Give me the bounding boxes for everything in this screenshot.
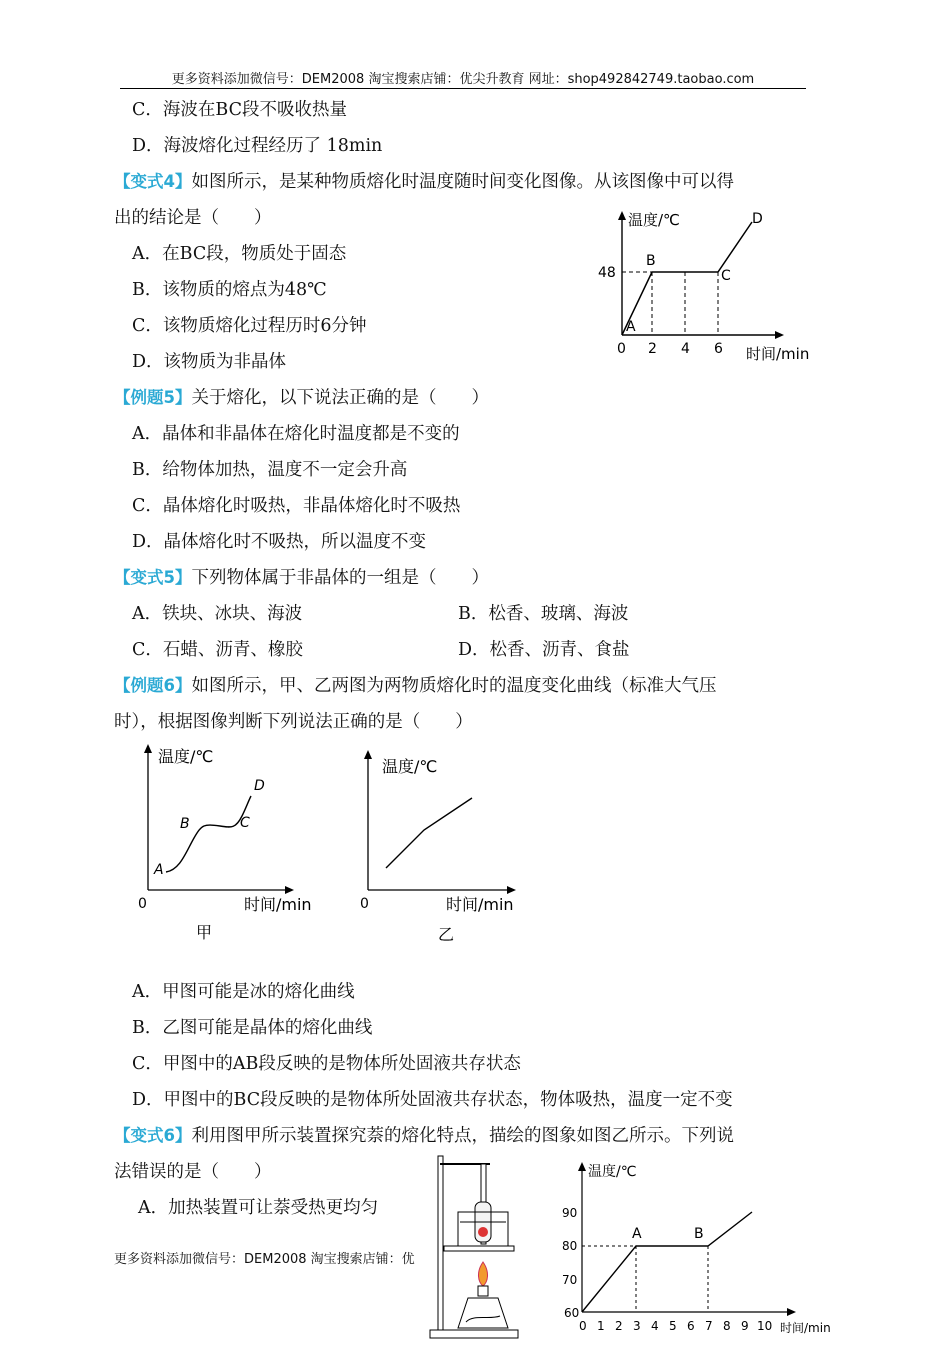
v4-point-c: C xyxy=(721,268,731,284)
v6-xtick-5: 5 xyxy=(669,1319,677,1333)
jia-point-d: D xyxy=(254,778,265,794)
yi-x-arrow xyxy=(507,886,516,894)
yi-ylabel: 温度/℃ xyxy=(382,757,438,776)
example6-option-c: C．甲图中的AB段反映的是物体所处固液共存状态 xyxy=(132,1054,521,1074)
variant6-option-a: A．加热装置可让萘受热更均匀 xyxy=(138,1198,379,1218)
variant4-stem-line2: 出的结论是（ ） xyxy=(114,208,272,228)
variant4-option-a: A．在BC段，物质处于固态 xyxy=(132,244,347,264)
v4-point-d: D xyxy=(752,211,763,227)
jia-caption: 甲 xyxy=(196,923,213,942)
variant4-stem-line1 xyxy=(114,170,734,194)
variant5-tag: 【变式5】 xyxy=(114,568,192,587)
jia-y-arrow xyxy=(144,744,152,753)
v4-point-a: A xyxy=(626,319,636,335)
yi-caption: 乙 xyxy=(438,925,455,944)
v6-y-arrow xyxy=(578,1162,586,1171)
variant5-option-d: D．松香、沥青、食盐 xyxy=(458,640,630,660)
variant4-stem1: 如图所示，是某种物质熔化时温度随时间变化图像。从该图像中可以得 xyxy=(191,172,734,192)
v6-xtick-10: 10 xyxy=(757,1319,773,1333)
example5-option-d: D．晶体熔化时不吸热，所以温度不变 xyxy=(132,532,427,552)
v6-x-arrow xyxy=(787,1308,796,1316)
v6-curve xyxy=(582,1212,752,1312)
v4-tick-48: 48 xyxy=(598,265,616,281)
jia-xlabel: 时间/min xyxy=(244,895,312,914)
example6-stem-line1 xyxy=(114,674,716,698)
v6-xtick-7: 7 xyxy=(705,1319,713,1333)
example6-tag: 【例题6】 xyxy=(114,676,192,695)
variant5-stem-text: 下列物体属于非晶体的一组是（ ） xyxy=(191,568,489,588)
alcohol-lamp xyxy=(458,1298,508,1328)
heating-apparatus-figure xyxy=(428,1152,528,1344)
yi-y-arrow xyxy=(364,750,372,759)
example6-stem1: 如图所示，甲、乙两图为两物质熔化时的温度变化曲线（标准大气压 xyxy=(191,676,717,696)
example6-graph-yi xyxy=(350,748,550,948)
v6-ytick-90: 90 xyxy=(562,1206,578,1220)
v6-point-b: B xyxy=(694,1226,704,1242)
example6-option-b: B．乙图可能是晶体的熔化曲线 xyxy=(132,1018,373,1038)
variant6-stem1: 利用图甲所示装置探究萘的熔化特点，描绘的图象如图乙所示。下列说 xyxy=(191,1126,734,1146)
ring-support xyxy=(444,1246,514,1251)
jia-curve xyxy=(166,796,251,872)
example6-graph-jia xyxy=(128,742,338,947)
v6-xtick-4: 4 xyxy=(651,1319,659,1333)
example6-option-d: D．甲图中的BC段反映的是物体所处固液共存状态，物体吸热，温度一定不变 xyxy=(132,1090,733,1110)
example6-stem-line2: 时），根据图像判断下列说法正确的是（ ） xyxy=(114,712,473,732)
variant4-option-d: D．该物质为非晶体 xyxy=(132,352,287,372)
variant4-option-c: C．该物质熔化过程历时6分钟 xyxy=(132,316,367,336)
stand-base xyxy=(430,1330,518,1338)
variant6-stem-line2: 法错误的是（ ） xyxy=(114,1162,272,1182)
example5-option-c: C．晶体熔化时吸热，非晶体熔化时不吸热 xyxy=(132,496,461,516)
page-header: 更多资料添加微信号：DEM2008 淘宝搜索店铺：优尖升教育 网址：shop492842749.taobao.com xyxy=(171,72,755,87)
variant4-option-b: B．该物质的熔点为48℃ xyxy=(132,280,327,300)
example6-option-a: A．甲图可能是冰的熔化曲线 xyxy=(132,982,355,1002)
v6-ytick-80: 80 xyxy=(562,1239,578,1253)
variant4-graph xyxy=(590,205,830,365)
prev-option-d: D．海波熔化过程经历了 18min xyxy=(132,136,383,156)
jia-x-arrow xyxy=(285,886,294,894)
yi-xlabel: 时间/min xyxy=(446,895,514,914)
variant5-option-c: C．石蜡、沥青、橡胶 xyxy=(132,640,303,660)
yi-curve xyxy=(386,798,472,868)
example5-stem xyxy=(114,386,489,410)
v6-xtick-0: 0 xyxy=(579,1319,587,1333)
variant5-option-b: B．松香、玻璃、海波 xyxy=(458,604,629,624)
v6-xtick-6: 6 xyxy=(687,1319,695,1333)
v4-tick-0: 0 xyxy=(617,341,626,357)
v4-tick-4: 4 xyxy=(681,341,690,357)
v6-ylabel: 温度/℃ xyxy=(588,1164,637,1180)
header-divider xyxy=(120,88,806,89)
example5-stem-text: 关于熔化，以下说法正确的是（ ） xyxy=(191,388,489,408)
variant6-graph xyxy=(558,1160,834,1340)
v4-tick-2: 2 xyxy=(648,341,657,357)
v4-xlabel: 时间/min xyxy=(746,345,810,363)
v6-xtick-2: 2 xyxy=(615,1319,623,1333)
jia-point-c: C xyxy=(240,815,250,831)
v4-y-arrow xyxy=(618,211,626,220)
yi-origin: 0 xyxy=(360,896,369,912)
v6-xtick-1: 1 xyxy=(597,1319,605,1333)
jia-ylabel: 温度/℃ xyxy=(158,747,214,766)
v4-curve xyxy=(622,222,752,335)
lamp-neck xyxy=(478,1286,488,1296)
v4-point-b: B xyxy=(646,253,656,269)
v4-ylabel: 温度/℃ xyxy=(628,211,680,229)
example5-tag: 【例题5】 xyxy=(114,388,192,407)
prev-option-c: C．海波在BC段不吸收热量 xyxy=(132,100,347,120)
v4-x-arrow xyxy=(775,331,784,339)
jia-point-b: B xyxy=(180,816,190,832)
page-footer: 更多资料添加微信号：DEM2008 淘宝搜索店铺：优 xyxy=(114,1252,415,1267)
variant6-stem-line1 xyxy=(114,1124,734,1148)
jia-point-a: A xyxy=(154,862,164,878)
v6-ytick-70: 70 xyxy=(562,1273,578,1287)
v6-point-a: A xyxy=(632,1226,642,1242)
v6-ytick-60: 60 xyxy=(564,1306,580,1320)
v6-xtick-9: 9 xyxy=(741,1319,749,1333)
variant5-option-a: A．铁块、冰块、海波 xyxy=(132,604,303,624)
variant5-stem xyxy=(114,566,489,590)
flame-icon xyxy=(478,1262,487,1286)
v6-xtick-8: 8 xyxy=(723,1319,731,1333)
variant6-tag: 【变式6】 xyxy=(114,1126,192,1145)
v6-xtick-3: 3 xyxy=(633,1319,641,1333)
variant4-tag: 【变式4】 xyxy=(114,172,192,191)
v4-tick-6: 6 xyxy=(714,341,723,357)
naphthalene-sample xyxy=(478,1227,488,1237)
stand-pole xyxy=(438,1156,443,1336)
v6-xlabel: 时间/min xyxy=(780,1321,831,1335)
example5-option-a: A．晶体和非晶体在熔化时温度都是不变的 xyxy=(132,424,460,444)
example5-option-b: B．给物体加热，温度不一定会升高 xyxy=(132,460,408,480)
jia-origin: 0 xyxy=(138,896,147,912)
